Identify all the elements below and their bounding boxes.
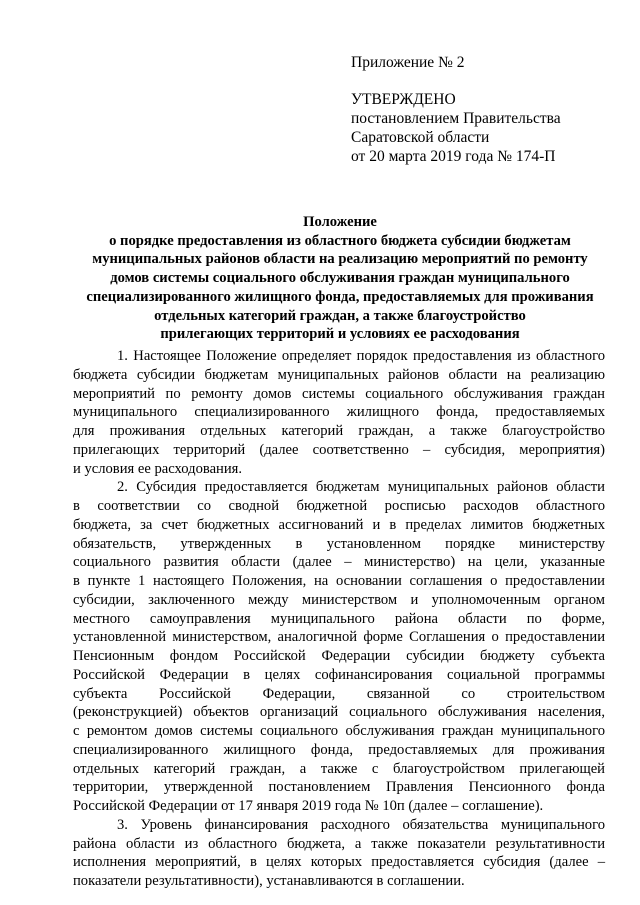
approved-stamp-text: УТВЕРЖДЕНО: [351, 91, 456, 108]
title-line: прилегающих территорий и условиях ее расходования: [160, 326, 520, 343]
text-line: территории, утвержденной постановлением Правления Пенсионного фонда: [73, 779, 605, 796]
text-line: бюджета, за счет бюджетных ассигнований и в пределах лимитов бюджетных: [73, 516, 605, 533]
approval-line-2: Саратовской области: [351, 129, 490, 146]
text-line: для проживания отдельных категорий граждан, а также благоустройство: [73, 423, 605, 439]
text-line: в соответствии со сводной бюджетной росписью расходов областного: [73, 498, 605, 514]
title-line: Положение: [303, 214, 377, 230]
title-line: домов системы социального обслуживания граждан муниципального: [110, 270, 570, 287]
text-line: муниципального специализированного жилищного фонда, предоставляемых: [73, 404, 605, 421]
document-title: [60, 213, 620, 344]
text-line: мероприятий по ремонту домов системы социального обслуживания граждан: [73, 385, 605, 402]
text-line: района области из областного бюджета, а также показатели результативности: [73, 835, 605, 852]
text-line: 3. Уровень финансирования расходного обязательства муниципального: [117, 816, 605, 833]
text-line: прилегающих территорий (далее соответственно – субсидия, мероприятия): [73, 441, 605, 458]
paragraph-3: [73, 816, 605, 891]
approval-block: [351, 53, 621, 166]
text-line: установленной министерством, аналогичной форме Соглашения о предоставлении: [73, 629, 605, 646]
paragraph-2: [73, 478, 605, 816]
text-line: обязательств, утвержденных в установленном порядке министерству: [73, 535, 605, 552]
document-body: [73, 347, 605, 891]
appendix-number: Приложение № 2: [351, 54, 465, 71]
title-line: специализированного жилищного фонда, предоставляемых для проживания: [86, 288, 594, 305]
title-line: отдельных категорий граждан, а также благоустройство: [154, 307, 526, 324]
text-line: отдельных категорий граждан, а также с благоустройством прилегающей: [73, 760, 605, 777]
text-line: (реконструкцией) объектов организаций социального обслуживания населения,: [73, 704, 605, 721]
text-line: Российской Федерации в целях софинансирования социальной программы: [73, 666, 605, 683]
approval-gap: [351, 72, 621, 90]
text-line: исполнения мероприятий, в целях которых предоставляется субсидия (далее –: [73, 854, 605, 871]
text-line: бюджета субсидии бюджетам муниципальных районов области на реализацию: [73, 366, 605, 383]
title-line: муниципальных районов области на реализацию мероприятий по ремонту: [92, 251, 588, 268]
text-line: с ремонтом домов системы социального обслуживания граждан муниципального: [73, 723, 605, 739]
text-line: местного самоуправления муниципального района области по форме,: [73, 610, 605, 627]
text-line: специализированного жилищного фонда, предоставляемых для проживания: [73, 741, 605, 758]
text-line: социального развития области (далее – министерство) на цели, указанные: [73, 554, 605, 571]
text-line: Российской Федерации от 17 января 2019 года № 10п (далее – соглашение).: [73, 798, 544, 814]
text-line: показатели результативности), устанавливаются в соглашении.: [73, 873, 465, 889]
title-line: о порядке предоставления из областного бюджета субсидии бюджетам: [109, 232, 571, 249]
text-line: в пункте 1 настоящего Положения, на основании соглашения о предоставлении: [73, 573, 605, 589]
text-line: Пенсионным фондом Российской Федерации субсидии бюджету субъекта: [73, 648, 605, 664]
text-line: субсидии, заключенного между министерством и уполномоченным органом: [73, 591, 605, 608]
approval-line-1: постановлением Правительства: [351, 110, 561, 127]
text-line: 2. Субсидия предоставляется бюджетам муниципальных районов области: [117, 479, 605, 496]
paragraph-1: [73, 347, 605, 478]
text-line: и условия ее расходования.: [73, 460, 243, 477]
approval-line-3: от 20 марта 2019 года № 174-П: [351, 148, 556, 165]
text-line: 1. Настоящее Положение определяет порядок предоставления из областного: [117, 348, 605, 364]
text-line: субъекта Российской Федерации, связанной со строительством: [73, 685, 605, 702]
